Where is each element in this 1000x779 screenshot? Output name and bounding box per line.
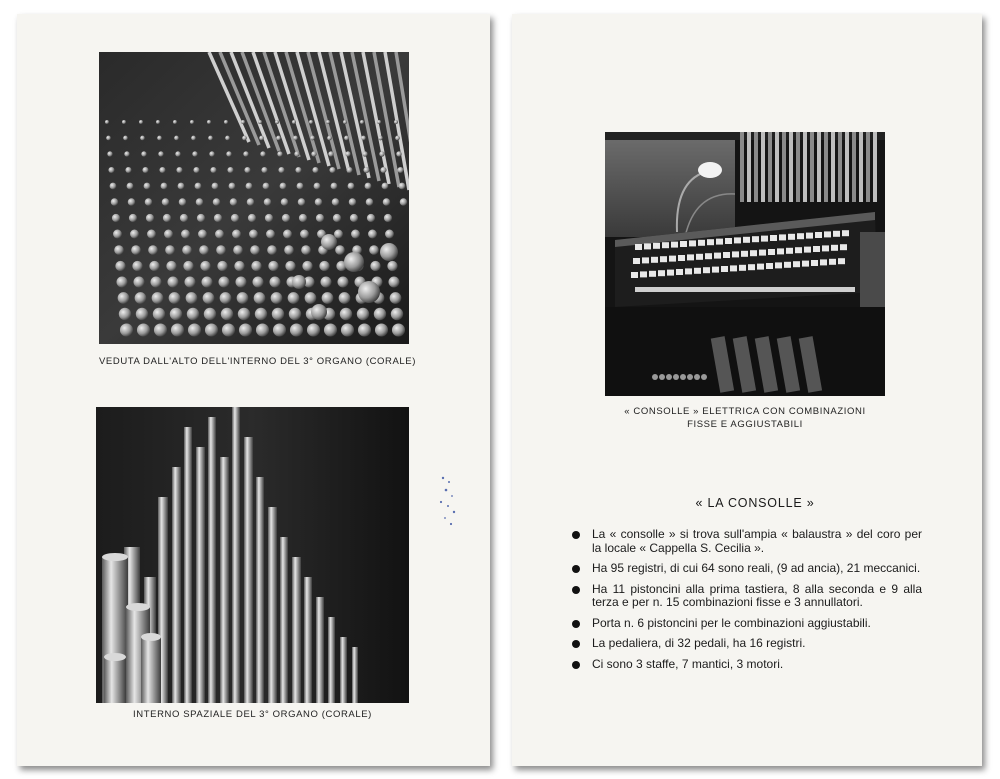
right-page <box>512 14 982 766</box>
bottom-photo-caption: INTERNO SPAZIALE DEL 3° ORGANO (CORALE) <box>133 709 372 720</box>
list-item: Ci sono 3 staffe, 7 mantici, 3 motori. <box>570 658 922 672</box>
left-page <box>17 14 490 766</box>
list-item: La « consolle » si trova sull'ampia « balaustra » del coro per la locale « Cappella S. Cecilia ». <box>570 528 922 555</box>
organ-console-photo <box>605 132 885 396</box>
list-item: Ha 95 registri, di cui 64 sono reali, (9 ad ancia), 21 meccanici. <box>570 562 922 576</box>
list-item: La pedaliera, di 32 pedali, ha 16 registri. <box>570 637 922 651</box>
console-facts-list <box>570 528 922 678</box>
organ-interior-top-view-photo <box>99 52 409 344</box>
section-heading: « LA CONSOLLE » <box>695 496 815 510</box>
top-photo-caption: VEDUTA DALL'ALTO DELL'INTERNO DEL 3° ORGANO (CORALE) <box>99 356 417 367</box>
ink-speckles <box>429 472 469 532</box>
organ-interior-pipes-photo <box>96 407 409 703</box>
list-item: Ha 11 pistoncini alla prima tastiera, 8 alla seconda e 9 alla terza e per n. 15 combinazioni fisse e 3 annullatori. <box>570 583 922 610</box>
list-item: Porta n. 6 pistoncini per le combinazioni aggiustabili. <box>570 617 922 631</box>
console-photo-caption: « CONSOLLE » ELETTRICA CON COMBINAZIONI FISSE E AGGIUSTABILI <box>624 406 866 430</box>
